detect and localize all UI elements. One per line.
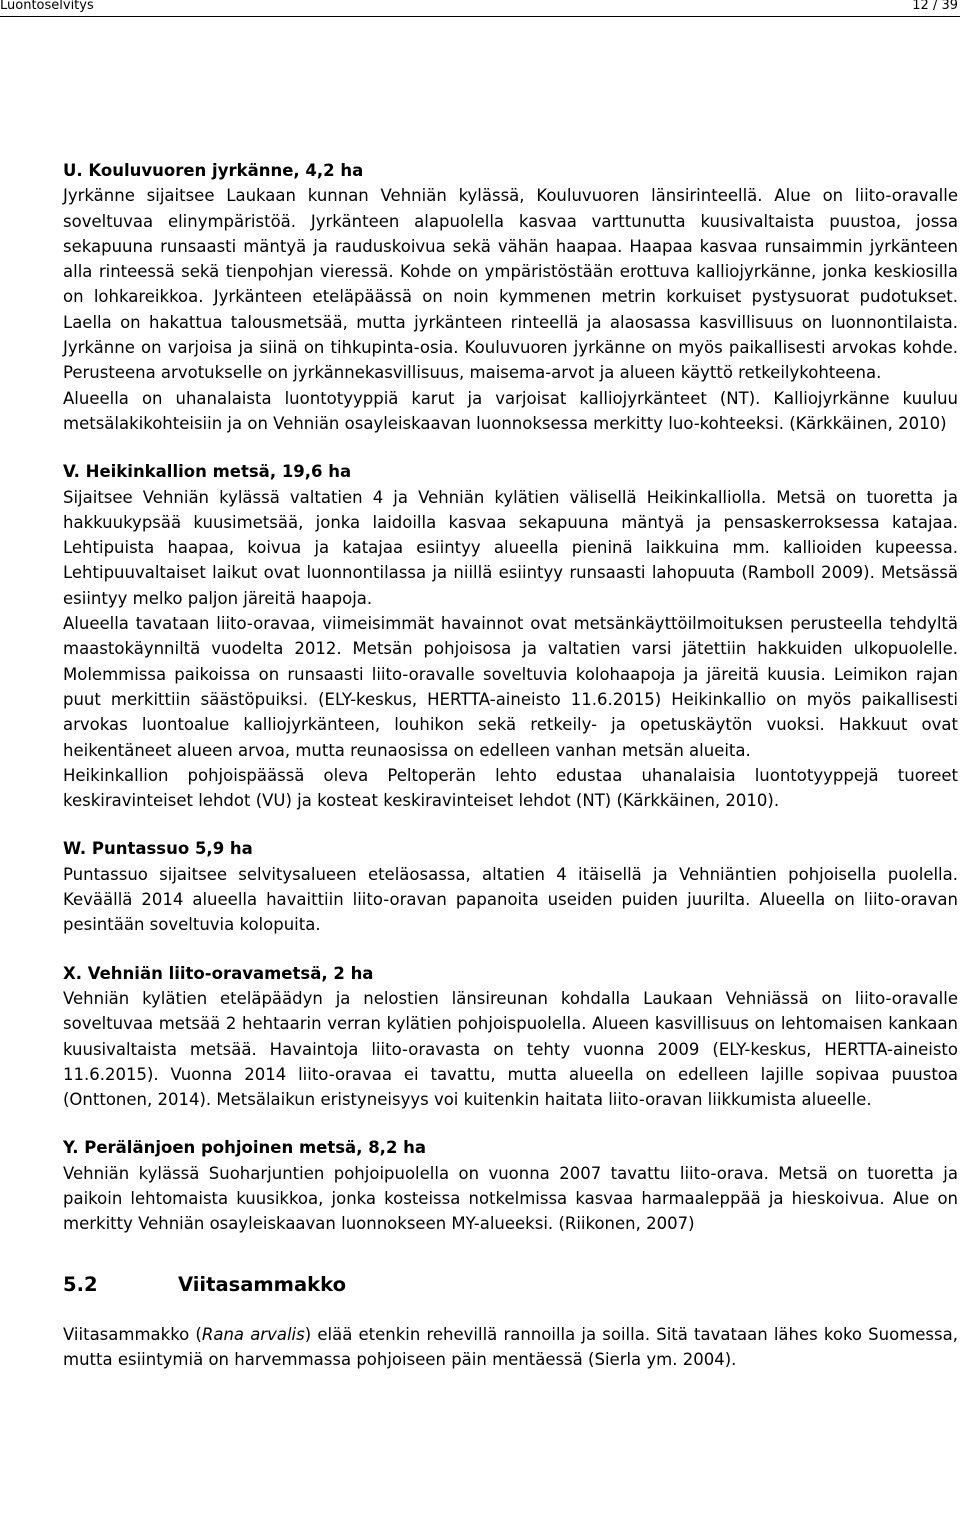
paragraph: Vehniän kylässä Suoharjuntien pohjoipuolella on vuonna 2007 tavattu liito-orava. Metsä on tuoretta ja paikoin lehtomaista kuusikkoa, jonka kosteissa notkelmissa kasvaa harmaaleppää ja hieskoivua. Alue on merkitty Vehniän osayleiskaavan luonnokseen MY-alueeksi. (Riikonen, 2007) — [63, 1163, 958, 1234]
section-heading: V. Heikinkallion metsä, 19,6 ha — [63, 462, 352, 482]
section-y — [63, 1135, 958, 1236]
paragraph: Alueella on uhanalaista luontotyyppiä karut ja varjoisat kalliojyrkänteet (NT). Kalliojyrkänne kuuluu metsälakikohteisiin ja on Vehniän osayleiskaavan luonnoksessa merkitty luo-kohteeksi. (Kärkkäinen, 2010) — [63, 388, 958, 433]
chapter-title: Viitasammakko — [178, 1272, 346, 1296]
header-divider — [0, 16, 960, 17]
section-heading: U. Kouluvuoren jyrkänne, 4,2 ha — [63, 161, 364, 180]
section-v — [63, 459, 958, 813]
chapter-number: 5.2 — [63, 1272, 98, 1296]
chapter-heading — [63, 1272, 958, 1298]
page-body — [63, 158, 958, 1372]
section-heading: X. Vehniän liito-oravametsä, 2 ha — [63, 963, 374, 983]
paragraph: Heikinkallion pohjoispäässä oleva Peltoperän lehto edustaa uhanalaisia luontotyyppejä tuoreet keskiravinteiset lehdot (VU) ja kosteat keskiravinteiset lehdot (NT) (Kärkkäinen, 2010). — [63, 765, 958, 811]
paragraph-text: Viitasammakko ( — [63, 1324, 202, 1344]
paragraph: Sijaitsee Vehniän kylässä valtatien 4 ja Vehniän kylätien välisellä Heikinkalliolla. Metsä on tuoretta ja hakkuukypsää kuusimetsää, jonka laidoilla kasvaa sekapuuna mäntyä ja pensaskerroksessa katajaa. Lehtipuista haapaa, koivua ja katajaa esiintyy alueella pieninä laikkuina mm. kallioiden kupeessa. Lehtipuuvaltaiset laikut ovat luonnontilassa ja niillä esiintyy runsaasti lahopuuta (Ramboll 2009). Metsässä esiintyy melko paljon järeitä haapoja. — [63, 487, 958, 608]
paragraph: Vehniän kylätien eteläpäädyn ja nelostien länsireunan kohdalla Laukaan Vehniässä on liito-oravalle soveltuvaa metsää 2 hehtaarin verran kylätien pohjoispuolella. Alueen kasvillisuus on lehtomaisen kankaan kuusivaltaista metsää. Havaintoja liito-oravasta on tehty vuonna 2009 (ELY-keskus, HERTTA-aineisto 11.6.2015). Vuonna 2014 liito-oravaa ei tavattu, mutta alueella on edelleen lajille sopivaa puustoa (Onttonen, 2014). Metsälaikun eristyneisyys voi kuitenkin haitata liito-oravan liikkumista alueelle. — [63, 988, 958, 1110]
paragraph: Jyrkänne sijaitsee Laukaan kunnan Vehniän kylässä, Kouluvuoren länsirinteellä. Alue on liito-oravalle soveltuvaa elinympäristöä. Jyrkänteen alapuolella kasvaa varttunutta kuusivaltaista puustoa, jossa sekapuuna runsaasti mäntyä ja rauduskoivua sekä vähän haapaa. Haapaa kasvaa runsaimmin jyrkänteen alla rinteessä sekä tienpohjan vieressä. Kohde on ympäristöstään erottuva kalliojyrkänne, jonka keskiosilla on lohkareikkoa. Jyrkänteen eteläpäässä on noin kymmenen metrin korkuiset pystysuorat pudotukset. Laella on hakattua talousmetsää, mutta jyrkänteen rinteellä ja alaosassa kasvillisuus on luonnontilaista. Jyrkänne on varjoisa ja siinä on tihkupinta-osia. Kouluvuoren jyrkänne on myös paikallisesti arvokas kohde. Perusteena arvotukselle on jyrkännekasvillisuus, maisema-arvot ja alueen käyttö retkeilykohteena. — [63, 186, 958, 383]
page-header — [0, 0, 960, 14]
page-number: 12 / 39 — [912, 0, 958, 13]
chapter-paragraph — [63, 1322, 958, 1373]
species-name: Rana arvalis — [201, 1324, 305, 1344]
paragraph-text: ) elää etenkin rehevillä rannoilla ja soilla. Sitä tavataan lähes koko Suomessa, mutta esiintymiä on harvemmassa pohjoiseen päin mentäessä (Sierla ym. 2004). — [63, 1324, 958, 1369]
section-u — [63, 158, 958, 436]
document-title: Luontoselvitys — [0, 0, 94, 13]
section-x — [63, 961, 958, 1113]
section-heading: Y. Perälänjoen pohjoinen metsä, 8,2 ha — [63, 1138, 427, 1158]
section-w — [63, 836, 958, 937]
paragraph: Puntassuo sijaitsee selvitysalueen eteläosassa, altatien 4 itäisellä ja Vehniäntien pohjoisella puolella. Keväällä 2014 alueella havaittiin liito-oravan papanoita useiden puiden juurilta. Alueella on liito-oravan pesintään soveltuvia kolopuita. — [63, 864, 958, 935]
section-heading: W. Puntassuo 5,9 ha — [63, 839, 253, 859]
paragraph: Alueella tavataan liito-oravaa, viimeisimmät havainnot ovat metsänkäyttöilmoituksen perusteella tehdyltä maastokäynniltä vuodelta 2012. Metsän pohjoisosa ja valtatien varsi jätettiin hakkuiden ulkopuolelle. Molemmissa paikoissa on runsaasti liito-oravalle soveltuvia kolohaapoja ja järeitä kuusia. Leimikon rajan puut merkittiin säästöpuiksi. (ELY-keskus, HERTTA-aineisto 11.6.2015) Heikinkallio on myös paikallisesti arvokas luontoalue kalliojyrkänteen, louhikon sekä retkeily- ja opetuskäytön vuoksi. Hakkuut ovat heikentäneet alueen arvoa, mutta reunaosissa on edelleen vanhan metsän alueita. — [63, 614, 958, 760]
